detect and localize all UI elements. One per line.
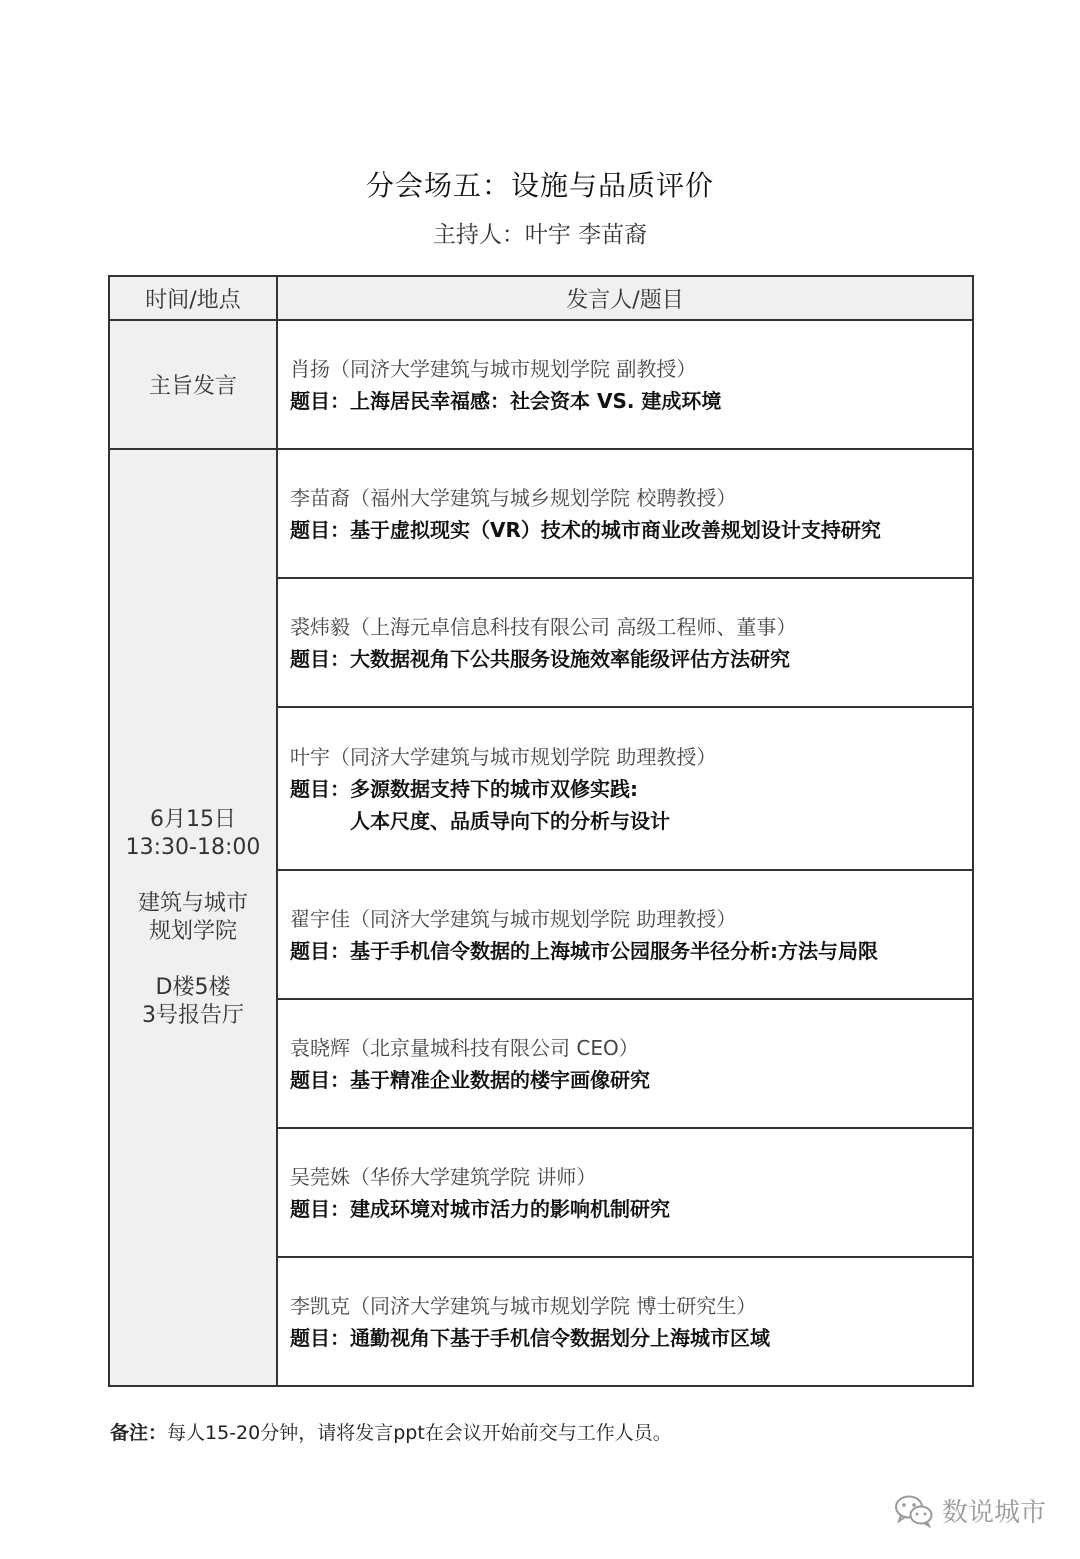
speaker-line: 吴莞姝（华侨大学建筑学院 讲师） xyxy=(290,1164,597,1189)
topic-line xyxy=(290,1064,960,1096)
topic-label: 题目： xyxy=(290,1196,350,1221)
topic-label: 题目： xyxy=(290,776,350,801)
topic-text: 基于虚拟现实（VR）技术的城市商业改善规划设计支持研究 xyxy=(350,517,881,542)
talk-cell xyxy=(277,1128,973,1257)
speaker-line: 翟宇佳（同济大学建筑与城市规划学院 助理教授） xyxy=(290,906,737,931)
topic-text: 通勤视角下基于手机信令数据划分上海城市区域 xyxy=(350,1325,770,1350)
speaker-line: 裘炜毅（上海元卓信息科技有限公司 高级工程师、董事） xyxy=(290,614,797,639)
topic-text: 人本尺度、品质导向下的分析与设计 xyxy=(350,808,670,833)
topic-line xyxy=(290,1193,960,1225)
session-info-cell xyxy=(109,449,277,1386)
page-title: 分会场五：设施与品质评价 xyxy=(365,169,714,202)
session-room-line1: D楼5楼 xyxy=(155,974,231,1000)
session-venue-line2: 规划学院 xyxy=(148,918,237,944)
talk-row xyxy=(109,449,973,578)
keynote-cell xyxy=(277,320,973,449)
talk-cell xyxy=(277,578,973,707)
topic-label: 题目： xyxy=(290,517,350,542)
wechat-icon xyxy=(894,1494,934,1528)
topic-line xyxy=(290,935,960,967)
speaker-line: 叶宇（同济大学建筑与城市规划学院 助理教授） xyxy=(290,744,717,769)
talk-cell xyxy=(277,449,973,578)
note-label: 备注： xyxy=(110,1422,168,1444)
talk-cell xyxy=(277,999,973,1128)
speaker-line: 李苗裔（福州大学建筑与城乡规划学院 校聘教授） xyxy=(290,485,737,510)
topic-text: 上海居民幸福感：社会资本 VS. 建成环境 xyxy=(350,388,722,413)
keynote-row xyxy=(109,320,973,449)
topic-line xyxy=(290,773,960,837)
topic-text: 基于精准企业数据的楼宇画像研究 xyxy=(350,1067,650,1092)
header-time-location: 时间/地点 xyxy=(109,276,277,320)
session-time: 13:30-18:00 xyxy=(125,834,261,860)
speaker-line: 袁晓辉（北京量城科技有限公司 CEO） xyxy=(290,1035,639,1060)
note-text: 每人15-20分钟，请将发言ppt在会议开始前交与工作人员。 xyxy=(167,1422,672,1444)
session-date: 6月15日 xyxy=(150,806,236,832)
header-speaker-topic: 发言人/题目 xyxy=(277,276,973,320)
topic-text: 基于手机信令数据的上海城市公园服务半径分析:方法与局限 xyxy=(350,938,878,963)
talk-cell xyxy=(277,1257,973,1386)
watermark-text: 数说城市 xyxy=(941,1498,1046,1528)
topic-label: 题目： xyxy=(290,1325,350,1350)
topic-line xyxy=(290,643,960,675)
table-header-row xyxy=(109,276,973,320)
topic-line xyxy=(290,514,960,546)
topic-line xyxy=(290,1322,960,1354)
topic-text: 大数据视角下公共服务设施效率能级评估方法研究 xyxy=(350,646,790,671)
topic-label: 题目： xyxy=(290,938,350,963)
talk-cell xyxy=(277,707,973,870)
topic-label: 题目： xyxy=(290,1067,350,1092)
session-room-line2: 3号报告厅 xyxy=(142,1002,244,1028)
keynote-label: 主旨发言 xyxy=(109,320,277,449)
agenda-table xyxy=(108,275,974,1387)
speaker-line: 李凯克（同济大学建筑与城市规划学院 博士研究生） xyxy=(290,1293,757,1318)
topic-label: 题目： xyxy=(290,388,350,413)
speaker-line: 肖扬（同济大学建筑与城市规划学院 副教授） xyxy=(290,356,697,381)
topic-label: 题目： xyxy=(290,646,350,671)
topic-text: 建成环境对城市活力的影响机制研究 xyxy=(350,1196,670,1221)
watermark xyxy=(894,1492,1046,1529)
talk-cell xyxy=(277,870,973,999)
topic-text: 多源数据支持下的城市双修实践: xyxy=(350,776,638,801)
session-venue-line1: 建筑与城市 xyxy=(137,890,248,916)
note-line xyxy=(110,1418,672,1445)
topic-line xyxy=(290,385,960,417)
hosts-line: 主持人：叶宇 李苗裔 xyxy=(432,222,648,248)
